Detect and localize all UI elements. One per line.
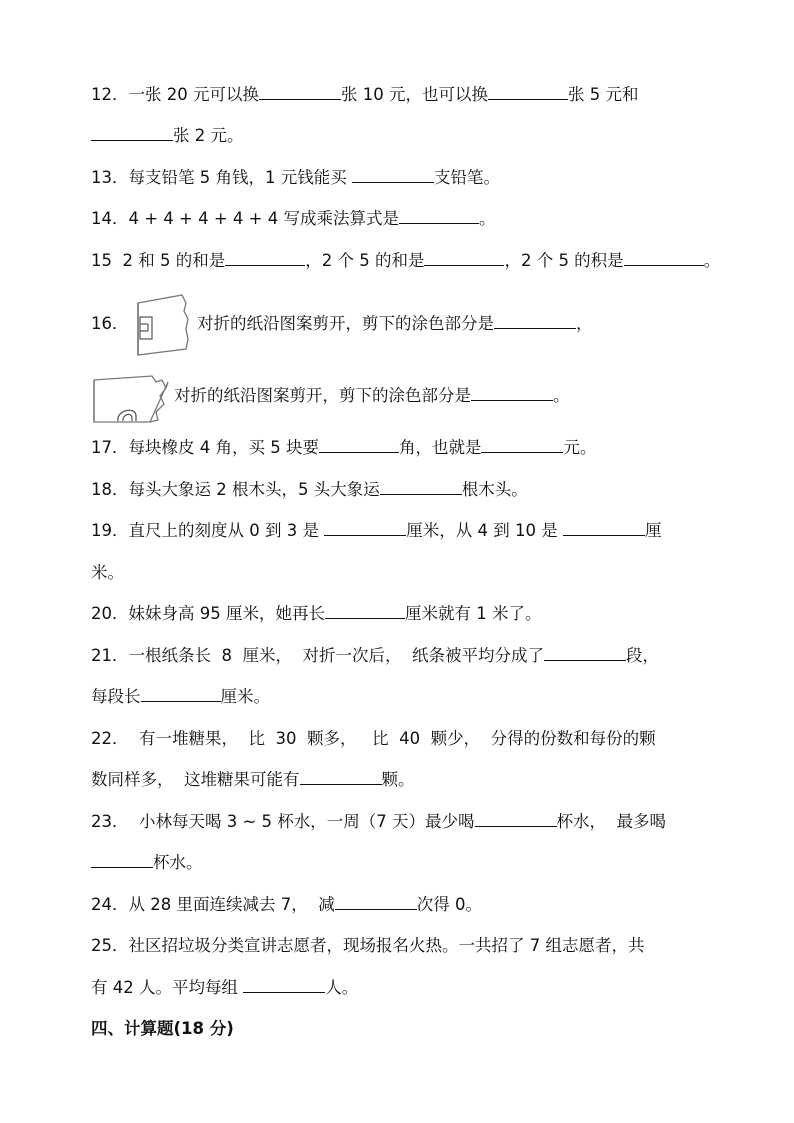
question-22-line-1 <box>91 727 656 751</box>
q21-text-4: 厘米。 <box>220 687 270 706</box>
question-21-line-2 <box>91 685 270 709</box>
answer-blank[interactable] <box>424 249 504 266</box>
q23-text-2: 杯水， 最多喝 <box>556 812 667 831</box>
question-19-line-1 <box>91 519 661 543</box>
q12-text-4: 张 2 元。 <box>173 126 244 145</box>
answer-blank[interactable] <box>319 436 399 453</box>
q25-text-1: 25．社区招垃圾分类宣讲志愿者，现场报名火热。一共招了 7 组志愿者，共 <box>91 936 645 955</box>
q21-text-3: 每段长 <box>91 687 141 706</box>
q25-text-3: 人。 <box>325 978 359 997</box>
q16-text-2: ， <box>576 314 593 333</box>
question-17 <box>91 436 596 460</box>
answer-blank[interactable] <box>225 249 305 266</box>
answer-blank[interactable] <box>488 83 568 100</box>
section-4-title: 四、计算题(18 分) <box>91 1019 234 1038</box>
answer-blank[interactable] <box>380 478 462 495</box>
q21-text-2: 段， <box>625 646 659 665</box>
q18-text-2: 根木头。 <box>461 480 528 499</box>
q16-text-1: 对折的纸沿图案剪开，剪下的涂色部分是 <box>197 314 494 333</box>
answer-blank[interactable] <box>335 893 417 910</box>
question-12-line-1 <box>91 83 638 107</box>
answer-blank[interactable] <box>352 166 434 183</box>
q16-number: 16． <box>91 314 129 333</box>
q20-text-2: 厘米就有 1 米了。 <box>404 604 542 623</box>
q22-text-1: 22． 有一堆糖果， 比 30 颗多， 比 40 颗少， 分得的份数和每份的颗 <box>91 729 656 748</box>
q22-text-2: 数同样多， 这堆糖果可能有 <box>91 770 300 789</box>
q21-text-1: 21．一根纸条长 8 厘米， 对折一次后， 纸条被平均分成了 <box>91 646 544 665</box>
question-16-number <box>91 312 129 336</box>
q16-text-4: 。 <box>553 386 570 405</box>
answer-blank[interactable] <box>563 519 645 536</box>
q23-text-3: 杯水。 <box>153 853 203 872</box>
section-heading <box>91 1017 234 1041</box>
question-15 <box>91 249 720 273</box>
folded-paper-figure-1 <box>134 293 192 357</box>
answer-blank[interactable] <box>475 810 557 827</box>
question-20 <box>91 602 541 626</box>
q12-text-3: 张 5 元和 <box>567 85 639 104</box>
answer-blank[interactable] <box>141 685 221 702</box>
question-23-line-2 <box>91 851 203 875</box>
q24-text-2: 次得 0。 <box>416 895 482 914</box>
question-19-line-2 <box>91 561 124 585</box>
q13-text-2: 支铅笔。 <box>433 168 500 187</box>
answer-blank[interactable] <box>481 436 563 453</box>
q19-text-4: 米。 <box>91 563 124 582</box>
q15-text-3: ，2 个 5 的积是 <box>504 251 624 270</box>
question-13 <box>91 166 500 190</box>
q12-text-1: 12．一张 20 元可以换 <box>91 85 259 104</box>
answer-blank[interactable] <box>399 207 479 224</box>
answer-blank[interactable] <box>325 602 405 619</box>
q17-text-1: 17．每块橡皮 4 角，买 5 块要 <box>91 438 319 457</box>
q17-text-3: 元。 <box>563 438 597 457</box>
q17-text-2: 角，也就是 <box>398 438 482 457</box>
question-21-line-1 <box>91 644 659 668</box>
question-25-line-1 <box>91 934 644 958</box>
folded-paper-figure-2 <box>90 374 172 426</box>
question-14 <box>91 207 496 231</box>
question-16-line-1 <box>197 312 593 336</box>
question-16-line-2 <box>174 384 570 408</box>
question-12-line-2 <box>91 124 244 148</box>
question-22-line-2 <box>91 768 415 792</box>
answer-blank[interactable] <box>300 768 382 785</box>
q15-text-2: ，2 个 5 的和是 <box>305 251 425 270</box>
question-25-line-2 <box>91 976 358 1000</box>
q24-text-1: 24．从 28 里面连续减去 7， 减 <box>91 895 335 914</box>
q23-text-1: 23． 小林每天喝 3 ~ 5 杯水，一周（7 天）最少喝 <box>91 812 475 831</box>
q25-text-2: 有 42 人。平均每组 <box>91 978 244 997</box>
question-24 <box>91 893 482 917</box>
q15-text-4: 。 <box>703 251 721 270</box>
answer-blank[interactable] <box>243 976 325 993</box>
q14-text-1: 14．4 + 4 + 4 + 4 + 4 写成乘法算式是 <box>91 209 399 228</box>
answer-blank[interactable] <box>544 644 626 661</box>
q19-text-2: 厘米，从 4 到 10 是 <box>406 521 563 540</box>
q15-text-1: 15 2 和 5 的和是 <box>91 251 226 270</box>
answer-blank[interactable] <box>259 83 341 100</box>
answer-blank[interactable] <box>471 384 553 401</box>
question-18 <box>91 478 528 502</box>
q12-text-2: 张 10 元，也可以换 <box>340 85 488 104</box>
q18-text-1: 18．每头大象运 2 根木头，5 头大象运 <box>91 480 380 499</box>
question-23-line-1 <box>91 810 666 834</box>
answer-blank[interactable] <box>624 249 704 266</box>
q20-text-1: 20．妹妹身高 95 厘米，她再长 <box>91 604 325 623</box>
q13-text-1: 13．每支铅笔 5 角钱，1 元钱能买 <box>91 168 352 187</box>
answer-blank[interactable] <box>324 519 406 536</box>
answer-blank[interactable] <box>91 851 153 868</box>
q19-text-1: 19．直尺上的刻度从 0 到 3 是 <box>91 521 325 540</box>
q16-text-3: 对折的纸沿图案剪开，剪下的涂色部分是 <box>174 386 471 405</box>
answer-blank[interactable] <box>494 312 576 329</box>
answer-blank[interactable] <box>91 124 173 141</box>
q14-text-2: 。 <box>479 209 496 228</box>
q22-text-3: 颗。 <box>381 770 415 789</box>
q19-text-3: 厘 <box>644 521 662 540</box>
